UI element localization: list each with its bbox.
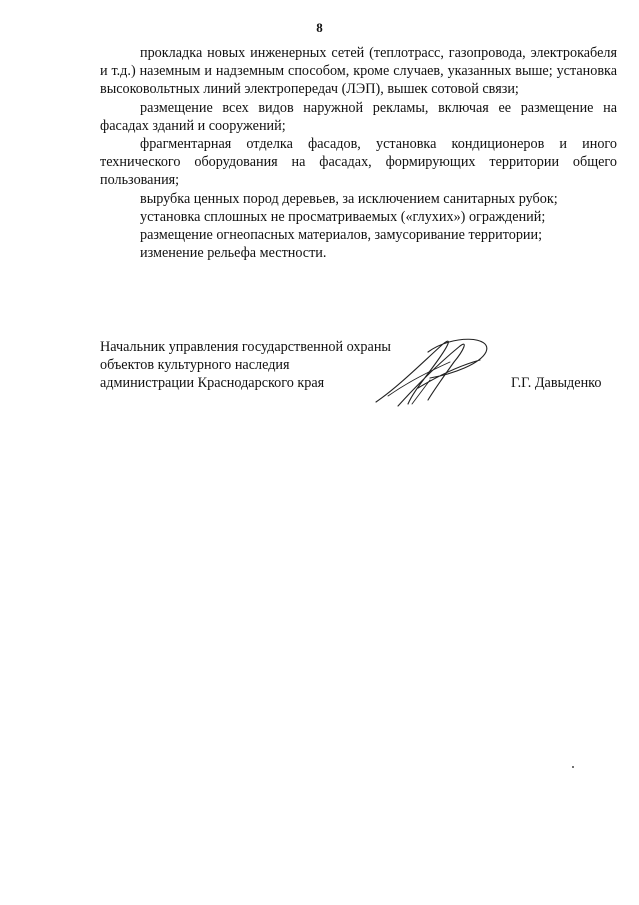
signer-title-line-1: Начальник управления государственной охраны: [100, 339, 391, 355]
paragraph-advertising: размещение всех видов наружной рекламы, включая ее размещение на фасадах зданий и сооружений;: [100, 99, 617, 134]
handwritten-signature: [368, 332, 498, 412]
paragraph-flammables: размещение огнеопасных материалов, замусоривание территории;: [140, 227, 543, 244]
page-number: 8: [316, 20, 323, 35]
signer-title-line-3: администрации Краснодарского края: [100, 375, 325, 392]
paragraph-engineering-networks: прокладка новых инженерных сетей (теплотрасс, газопровода, электрокабеля и т.д.) наземным и надземным способом, кроме случаев, указанных выше; установка высоковольтных линий электропередач (ЛЭП), вышек сотовой связи;: [100, 45, 617, 98]
signature-block: [100, 338, 620, 438]
signer-title-line-2: объектов культурного наследия: [100, 357, 290, 374]
paragraph-fences: установка сплошных не просматриваемых («глухих») ограждений;: [140, 208, 546, 225]
scan-artifact-dot: [572, 766, 574, 768]
paragraph-terrain: изменение рельефа местности.: [140, 245, 327, 262]
paragraph-facades: фрагментарная отделка фасадов, установка кондиционеров и иного технического оборудования на фасадах, формирующих территории общего пользования;: [100, 136, 617, 189]
document-body: [100, 44, 617, 262]
signer-name: Г.Г. Давыденко: [511, 375, 602, 391]
paragraph-tree-felling: вырубка ценных пород деревьев, за исключением санитарных рубок;: [140, 190, 558, 207]
